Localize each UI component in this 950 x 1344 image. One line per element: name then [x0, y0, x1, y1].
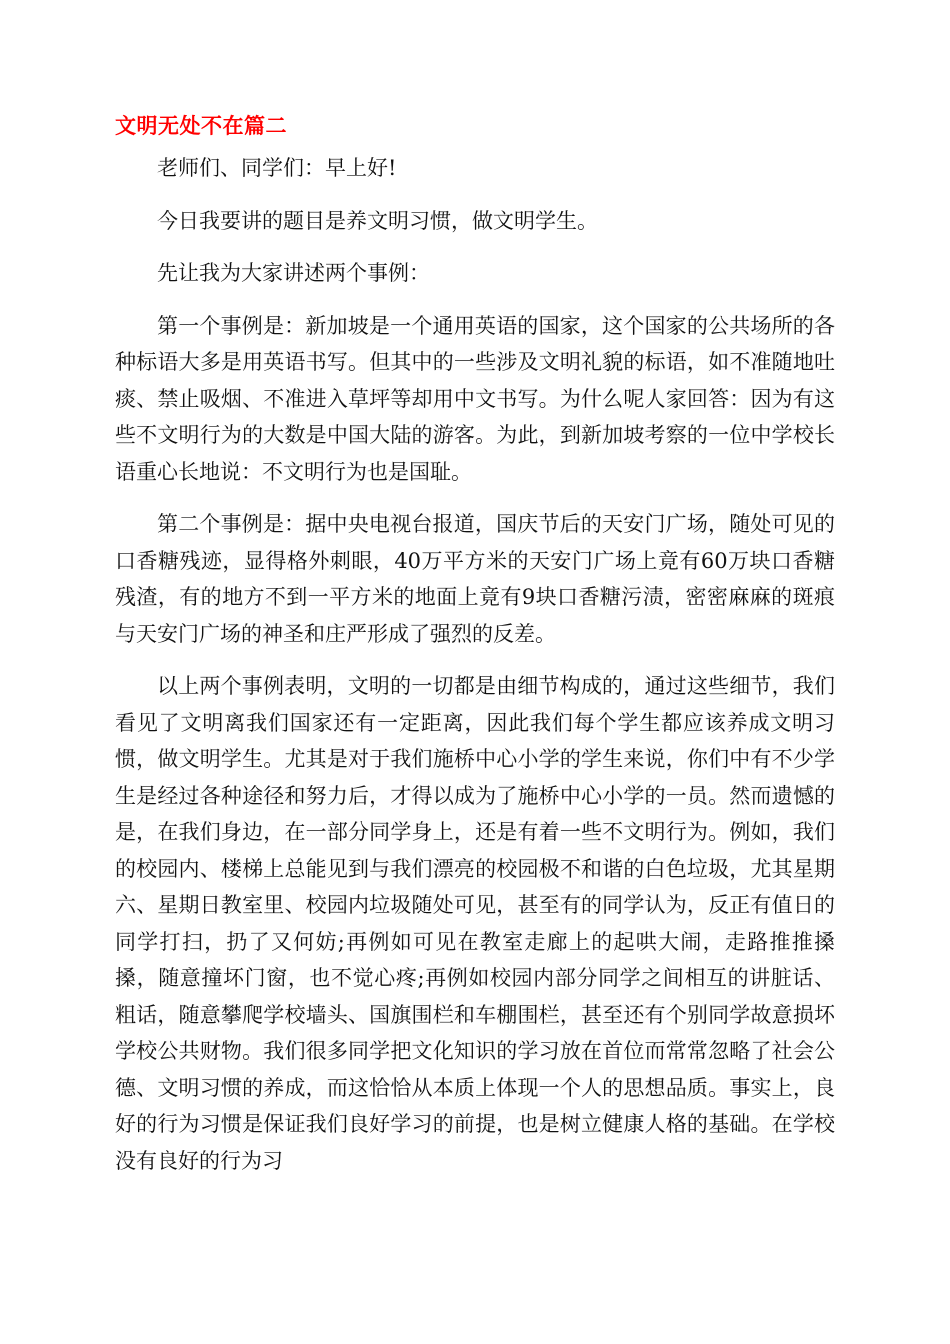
paragraph-example-one: 第一个事例是：新加坡是一个通用英语的国家，这个国家的公共场所的各种标语大多是用英语书写。但其中的一些涉及文明礼貌的标语，如不准随地吐痰、禁止吸烟、不准进入草坪等却用中文书写。为什么呢人家回答：因为有这些不文明行为的大数是中国大陆的游客。为此，到新加坡考察的一位中学校长语重心长地说：不文明行为也是国耻。 — [115, 313, 835, 484]
paragraph-greeting: 老师们、同学们：早上好! — [157, 156, 397, 180]
paragraph-intro: 先让我为大家讲述两个事例： — [157, 261, 430, 285]
document-page — [115, 108, 835, 1195]
paragraph-conclusion: 以上两个事例表明，文明的一切都是由细节构成的，通过这些细节，我们看见了文明离我们国家还有一定距离，因此我们每个学生都应该养成文明习惯，做文明学生。尤其是对于我们施桥中心小学的学生来说，你们中有不少学生是经过各种途径和努力后，才得以成为了施桥中心小学的一员。然而遗憾的是，在我们身边，在一部分同学身上，还是有着一些不文明行为。例如，我们的校园内、楼梯上总能见到与我们漂亮的校园极不和谐的白色垃圾，尤其星期六、星期日教室里、校园内垃圾随处可见，甚至有的同学认为，反正有值日的同学打扫，扔了又何妨;再例如可见在教室走廊上的起哄大闹，走路推推搡搡，随意撞坏门窗，也不觉心疼;再例如校园内部分同学之间相互的讲脏话、粗话，随意攀爬学校墙头、国旗围栏和车棚围栏，甚至还有个别同学故意损坏学校公共财物。我们很多同学把文化知识的学习放在首位而常常忽略了社会公德、文明习惯的养成，而这恰恰从本质上体现一个人的思想品质。事实上，良好的行为习惯是保证我们良好学习的前提，也是树立健康人格的基础。在学校没有良好的行为习 — [115, 674, 835, 1173]
paragraph-example-two: 第二个事例是：据中央电视台报道，国庆节后的天安门广场，随处可见的口香糖残迹，显得格外刺眼，40万平方米的天安门广场上竟有60万块口香糖残渣，有的地方不到一平方米的地面上竟有9块口香糖污渍，密密麻麻的斑痕与天安门广场的神圣和庄严形成了强烈的反差。 — [115, 512, 835, 646]
paragraph-topic: 今日我要讲的题目是养文明习惯，做文明学生。 — [157, 208, 598, 233]
document-title: 文明无处不在篇二 — [115, 114, 287, 138]
